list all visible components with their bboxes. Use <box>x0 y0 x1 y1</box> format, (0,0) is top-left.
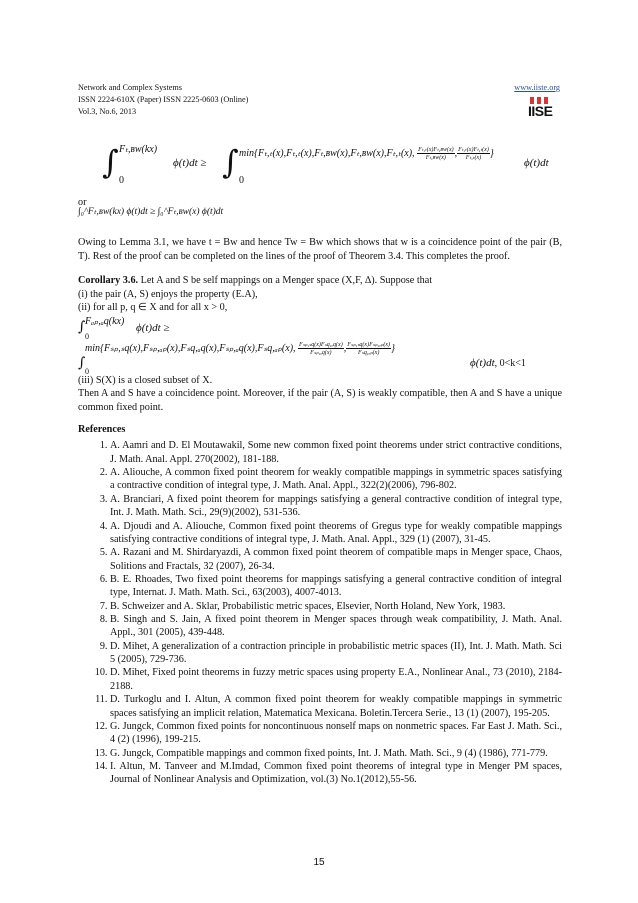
reference-item: 10. D. Mihet, Fixed point theorems in fuzzy metric spaces using property E.A., Nonlinear Anal., 73 (2010), 2184-2188. <box>110 666 562 693</box>
eq3-upper-1: Fₐₚ,ₐq(kx) <box>85 316 125 327</box>
eq3-integral-2: ∫ <box>78 355 86 371</box>
page-number: 15 <box>313 857 325 868</box>
reference-item: 7. B. Schweizer and A. Sklar, Probabilistic metric spaces, Elsevier, North Holand, New York, 1983. <box>110 600 562 613</box>
eq3-upper-2: min{Fₛₚ,ₛq(x),Fₛₚ,ₐₚ(x),Fₛq,ₐq(x),Fₛₚ,ₐq(x),Fₛq,ₐₚ(x), $\frac{\text{Fₛₚ,ₛq(x)Fₛq,ₐq(x)}}{\text{Fₛₚ,ₐq(x)}}$ , $\frac{\text{Fₛₚ,ₛq(x)Fₛₚ,ₐₚ(x)}}{\text{Fₛq,ₐₚ(x)}}$ } <box>85 342 396 356</box>
eq3-frac1-num: Fₛₚ,ₛq(x)Fₛq,ₐq(x) <box>299 342 343 348</box>
proof-conclusion-paragraph: Owing to Lemma 3.1, we have t = Bw and hence Tw = Bw which shows that w is a coincidence point of the pair (B, T). Rest of the proof can be completed on the lines of the proof of Theorem 3.4. This completes the proof. <box>78 237 562 262</box>
corollary-text: Let A and S be self mappings on a Menger space (X,F, ∆). Suppose that <box>138 275 433 286</box>
iiste-logo <box>528 97 558 119</box>
corollary-condition-ii: (ii) for all p, q ∈ X and for all x > 0, <box>78 302 228 314</box>
reference-item: 3. A. Branciari, A fixed point theorem for mappings satisfying a general contractive condition of integral type, Int. J. Math. Math. Sci., 29(9)(2002), 531-536. <box>110 493 562 520</box>
logo-text: IISE <box>528 103 553 119</box>
eq1-fraction-1 <box>417 146 455 161</box>
eq1-lower-left: 0 <box>119 175 124 186</box>
eq3-lower-2: 0 <box>85 367 89 376</box>
reference-item: 12. G. Jungck, Common fixed points for noncontinuous nonself maps on nonmetric spaces. Far East J. Math. Sci., 4 (2) (1996), 199-215. <box>110 720 562 747</box>
eq3-frac2-num: Fₛₚ,ₛq(x)Fₛₚ,ₐₚ(x) <box>347 342 391 348</box>
corollary-conclusion-paragraph: Then A and S have a coincidence point. Moreover, if the pair (A, S) is weakly compatible, then A and S have a unique common fixed point. <box>78 388 562 413</box>
equation-2: ∫₀^Fₜ,ʙw(kx) ϕ(t)dt ≥ ∫₀^Fₜ,ʙw(x) ϕ(t)dt <box>78 207 224 217</box>
corollary-statement <box>78 274 562 288</box>
reference-item: 14. I. Altun, M. Tanveer and M.Imdad, Common fixed point theorems of integral type in Menger PM spaces, Journal of Nonlinear Analysis and Optimization, vol.(3) No.1(2012),55-56. <box>110 760 562 787</box>
reference-item: 13. G. Jungck, Compatible mappings and common fixed points, Int. J. Math. Math. Sci., 9 (4) (1986), 771-779. <box>110 747 562 760</box>
eq1-upper-right: min{Fₜ,ₜ(x),Fₜ,ₜ(x),Fₜ,ʙw(x),Fₜ,ʙw(x),Fₜ,ₜ(x), $\frac{\text{Fₜ,ₜ(x)Fₜ,ʙw(x)}}{\text{Fₜ,ʙw(x)}}$ , $\frac{\text{Fₜ,ₜ(x)Fₜ,ₜ(x)}}{\text{Fₜ,ₜ(x)}}$ } <box>239 147 494 161</box>
eq3-lower-1: 0 <box>85 332 89 341</box>
eq3-rhs-integrand: ϕ(t)dt <box>470 357 495 369</box>
eq3-rhs <box>470 357 526 369</box>
corollary-condition-i: (i) the pair (A, S) enjoys the property (E.A), <box>78 288 258 300</box>
or-word: or <box>78 197 87 208</box>
eq3-condition: , 0<k<1 <box>494 358 526 369</box>
corollary-block <box>78 274 562 315</box>
journal-header <box>78 82 248 118</box>
reference-item: 1. A. Aamri and D. El Moutawakil, Some new common fixed point theorems under strict contractive conditions, J. Math. Anal. Appl. 270(2002), 181-188. <box>110 439 562 466</box>
eq3-integral-1: ∫ <box>78 319 86 335</box>
eq1-rhs-integrand: ϕ(t)dt <box>524 157 549 169</box>
website-link[interactable]: www.iiste.org <box>514 83 560 92</box>
journal-volume: Vol.3, No.6, 2013 <box>78 106 137 116</box>
eq1-min-terms: min{Fₜ,ₜ(x),Fₜ,ₜ(x),Fₜ,ʙw(x),Fₜ,ʙw(x),Fₜ,ₜ(x), <box>239 147 415 159</box>
eq1-frac1-num: Fₜ,ₜ(x)Fₜ,ʙw(x) <box>418 147 454 153</box>
eq3-fraction-1 <box>298 341 344 356</box>
references-section <box>78 423 562 787</box>
eq1-lower-right: 0 <box>239 175 244 186</box>
eq1-upper-left: Fₜ,ʙw(kx) <box>119 144 158 155</box>
eq1-frac1-den: Fₜ,ʙw(x) <box>425 155 446 161</box>
eq1-integrand-left: ϕ(t)dt ≥ <box>173 157 207 169</box>
reference-item: 9. D. Mihet, A generalization of a contraction principle in probabilistic metric spaces (II), Int. J. Math. Math. Sci 5 (2005), 729-736. <box>110 640 562 667</box>
journal-issn: ISSN 2224-610X (Paper) ISSN 2225-0603 (Online) <box>78 94 249 104</box>
references-heading: References <box>78 424 126 435</box>
eq1-frac2-den: Fₜ,ₜ(x) <box>465 155 482 161</box>
condition-iii: (iii) S(X) is a closed subset of X. <box>78 375 213 386</box>
integral-sign-left: ∫ <box>102 143 119 181</box>
reference-item: 8. B. Singh and S. Jain, A fixed point theorem in Menger spaces through weak compatibility, J. Math. Anal. Appl., 301 (2005), 439-448. <box>110 613 562 640</box>
reference-item: 5. A. Razani and M. Shirdaryazdi, A common fixed point theorem of compatible maps in Menger space, Chaos, Solitions and Fractals, 32 (2007), 26-34. <box>110 546 562 573</box>
eq1-frac2-num: Fₜ,ₜ(x)Fₜ,ₜ(x) <box>458 147 489 153</box>
references-list <box>78 439 562 786</box>
eq1-close-brace: } <box>489 147 494 159</box>
eq1-fraction-2 <box>457 146 490 161</box>
eq3-close-brace: } <box>391 342 396 354</box>
eq3-integrand-1: ϕ(t)dt ≥ <box>136 322 170 334</box>
integral-sign-right: ∫ <box>222 143 239 181</box>
corollary-label: Corollary 3.6. <box>78 275 139 286</box>
journal-name: Network and Complex Systems <box>78 83 182 92</box>
reference-item: 4. A. Djoudi and A. Aliouche, Common fixed point theorems of Gregus type for weakly compatible mappings satisfying contractive conditions of integral type, J. Math. Anal. Appl., 329 (1) (2007), 31-45. <box>110 520 562 547</box>
eq3-fraction-2 <box>346 341 391 356</box>
reference-item: 2. A. Aliouche, A common fixed point theorem for weakly compatible mappings in symmetric spaces satisfying a contractive condition of integral type, J. Math. Anal. Appl., 322(2)(2006), 796-802. <box>110 466 562 493</box>
eq3-frac1-den: Fₛₚ,ₐq(x) <box>310 350 332 356</box>
reference-item: 11. D. Turkoglu and I. Altun, A common fixed point theorem for weakly compatible mappings in symmetric spaces satisfying an implicit relation, Matematica Mexicana. Boletin.Tercera Serie., 13 (1) (2007), 195-205. <box>110 693 562 720</box>
eq3-frac2-den: Fₛq,ₐₚ(x) <box>357 350 380 356</box>
eq3-min-terms: min{Fₛₚ,ₛq(x),Fₛₚ,ₐₚ(x),Fₛq,ₐq(x),Fₛₚ,ₐq(x),Fₛq,ₐₚ(x), <box>85 342 296 354</box>
reference-item: 6. B. E. Rhoades, Two fixed point theorems for mappings satisfying a general contractive condition of integral type, Internat. J. Math. Math. Sci., 63(2003), 4007-4013. <box>110 573 562 600</box>
